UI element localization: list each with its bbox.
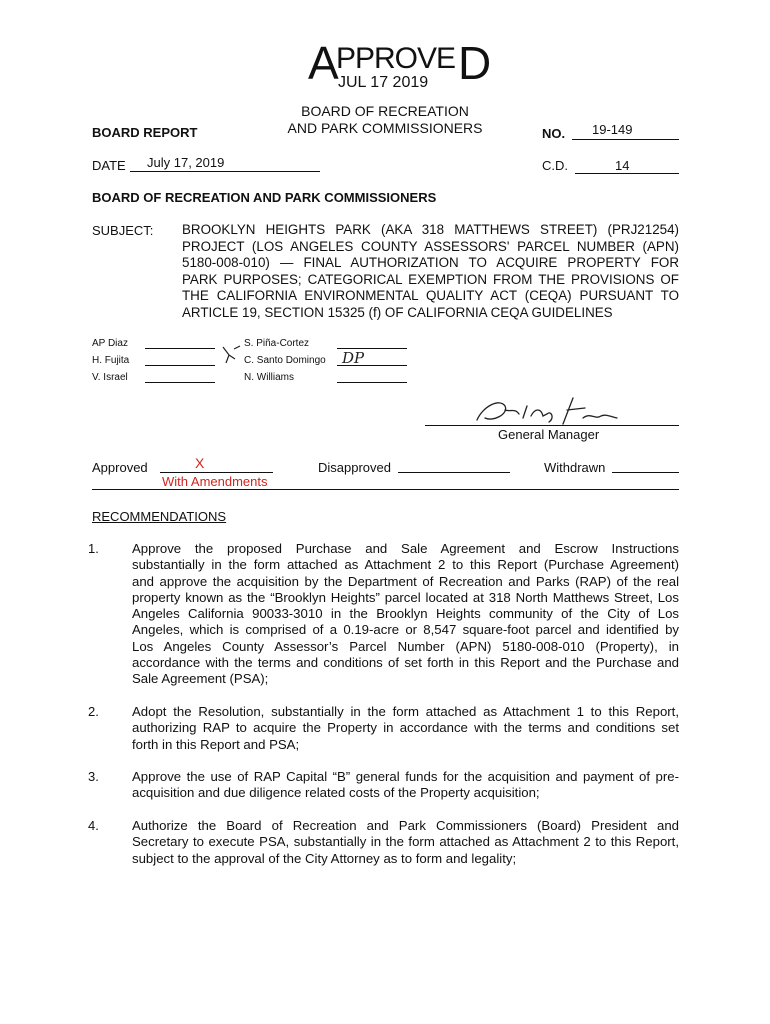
recommendation-line: Sale Agreement (PSA); [132,671,269,687]
report-number-underline [572,139,679,140]
recommendation-line: Los Angeles County Assessor’s Parcel Number (APN) 5180-008-010 (Property), in [132,638,679,654]
commissioner-name: S. Piña-Cortez [244,338,310,349]
commissioner-name: V. Israel [92,372,128,383]
subject-line: 5180-008-010) — FINAL AUTHORIZATION TO ACQUIRE PROPERTY FOR [182,255,679,270]
general-manager-signature-line [425,425,679,426]
recommendations-heading: RECOMMENDATIONS [92,509,227,524]
subject-text [182,222,679,321]
recommendation-number: 3. [88,769,99,784]
disapproved-label: Disapproved [318,460,391,475]
recommendation-line: forth in this Report and PSA; [132,736,300,752]
recommendation-line: property known as the “Brooklyn Heights” parcel located at 318 North Matthews Street, Los [132,589,679,605]
date-underline [130,171,320,172]
recommendation-line: subject to the approval of the City Attorney as to form and legality; [132,850,517,866]
recommendation-line: acquisition and due diligence related costs of the Property acquisition; [132,785,540,801]
recommendation-line: Secretary to execute PSA, substantially in the form attached as Attachment 2 to this Report, [132,834,679,850]
recommendation-line: Authorize the Board of Recreation and Park Commissioners (Board) President and [132,818,679,833]
recommendation-item [132,818,679,867]
date-label: DATE [92,158,126,173]
withdrawn-label: Withdrawn [544,460,606,475]
recommendation-line: substantially in the form attached as Attachment 2 to this Report (Purchase Agreement) [132,557,679,573]
recommendation-line: Angeles, which is comprised of a 0.19-acre or 8,547 square-foot parcel and identified by [132,622,679,638]
recommendation-line: Approve the proposed Purchase and Sale Agreement and Escrow Instructions [132,541,679,556]
date-value: July 17, 2019 [147,155,225,170]
commissioner-name: N. Williams [244,372,294,383]
recommendation-line: authorizing RAP to acquire the Property in accordance with the terms and conditions set [132,720,679,736]
report-title-line2: AND PARK COMMISSIONERS [287,120,483,136]
report-number-value: 19-149 [592,122,633,137]
commissioner-name: AP Diaz [92,338,128,349]
council-district-label: C.D. [542,158,568,173]
approved-x-mark: X [195,455,205,471]
recommendation-item [132,541,679,688]
handwritten-initials-mark [220,343,246,365]
commissioner-signoff-line [145,365,215,366]
recommendation-number: 1. [88,541,99,556]
subject-line: PROJECT (LOS ANGELES COUNTY ASSESSORS' PARCEL NUMBER (APN) [182,238,679,254]
general-manager-signature [445,388,635,428]
recommendation-line: and approve the acquisition by the Department of Recreation and Parks (RAP) of the real [132,573,679,589]
handwritten-dp-initials: DP [342,349,365,367]
stamp-date: JUL 17 2019 [338,74,429,91]
commissioner-name: H. Fujita [92,355,130,366]
subject-line: PARK PURPOSES; CATEGORICAL EXEMPTION FROM THE PROVISIONS OF [182,271,679,287]
recommendation-item [132,769,679,802]
report-number-label: NO. [542,126,566,141]
commissioner-signoff-line [145,382,215,383]
report-title-line1: BOARD OF RECREATION [301,103,469,119]
subject-line: THE CALIFORNIA ENVIRONMENTAL QUALITY ACT (CEQA) PURSUANT TO [182,288,679,303]
withdrawn-underline [612,472,679,473]
addressee: BOARD OF RECREATION AND PARK COMMISSIONERS [92,190,437,205]
commissioner-name: C. Santo Domingo [244,355,326,366]
general-manager-label: General Manager [498,427,600,442]
council-district-underline [575,173,679,174]
approved-label: Approved [92,460,148,475]
subject-line: BROOKLYN HEIGHTS PARK (AKA 318 MATTHEWS STREET) (PRJ21254) [182,222,679,237]
report-title [270,103,500,137]
approved-underline [160,472,273,473]
board-report-label: BOARD REPORT [92,125,198,140]
section-divider [92,489,679,490]
commissioner-list [92,335,422,390]
disapproved-underline [398,472,510,473]
commissioner-signoff-line [337,382,407,383]
stamp-letters-pprove: PPROVE [336,42,456,75]
subject-label: SUBJECT: [92,223,154,238]
recommendation-line: Angeles California 90033-3010 in the Brooklyn Heights community of the City of Los [132,606,679,622]
council-district-value: 14 [615,158,630,173]
stamp-letter-a: A [308,37,339,89]
recommendation-item [132,704,679,753]
recommendation-line: accordance with the terms and conditions of set forth in this Report and the Purchase and [132,655,679,671]
stamp-letter-d: D [458,37,492,89]
recommendation-number: 2. [88,704,99,719]
subject-line: ARTICLE 19, SECTION 15325 (f) OF CALIFORNIA CEQA GUIDELINES [182,304,613,320]
recommendation-line: Approve the use of RAP Capital “B” general funds for the acquisition and payment of pre- [132,769,679,784]
recommendation-number: 4. [88,818,99,833]
commissioner-signoff-line [145,348,215,349]
recommendation-line: Adopt the Resolution, substantially in the form attached as Attachment 1 to this Report, [132,704,679,719]
with-amendments-note: With Amendments [162,474,268,489]
